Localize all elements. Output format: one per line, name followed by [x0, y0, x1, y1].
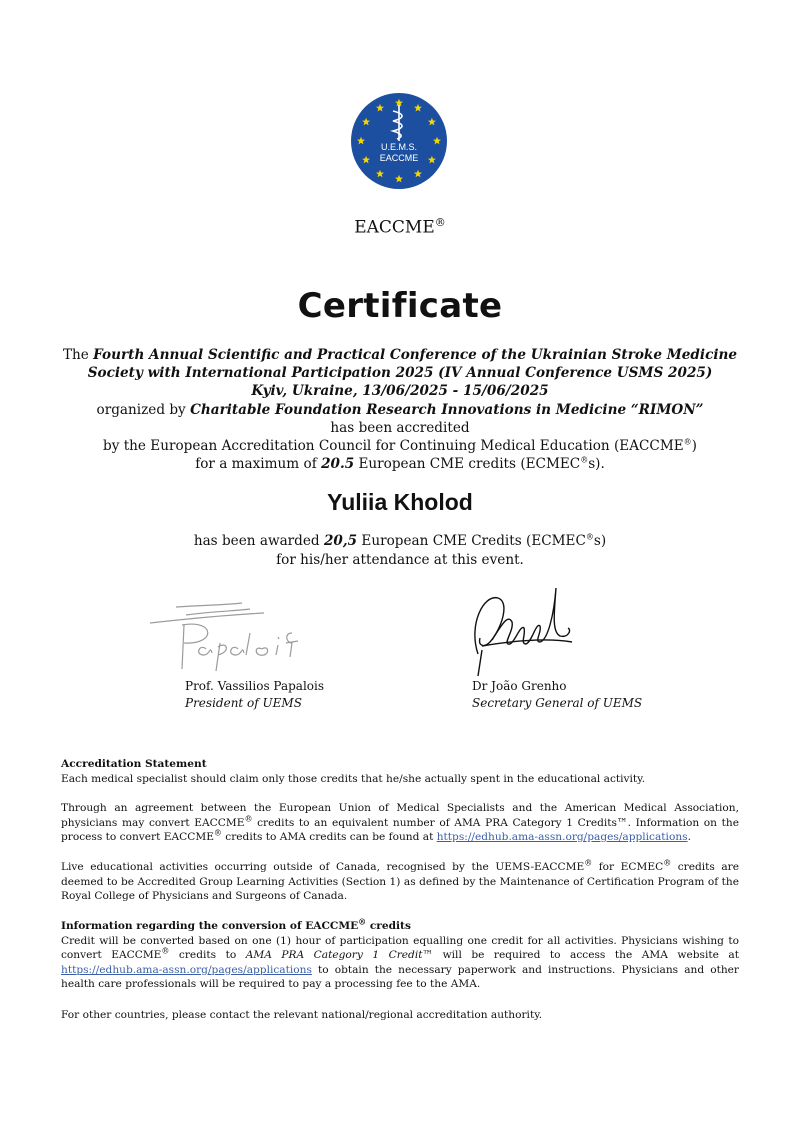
intro-council-end: ): [691, 438, 697, 455]
ama-agreement-paragraph: [61, 801, 739, 845]
signatory-role: Secretary General of UEMS: [472, 695, 643, 710]
conversion-information: [61, 916, 739, 992]
live-text: for ECMEC: [592, 861, 664, 873]
accreditation-statement-heading: Accreditation Statement: [61, 758, 207, 770]
live-text: credits are deemed to be Accredited Group Learning Activities (Section 1) as defined by the Maintenance of Certification Program of the Royal College of Physicians and Surgeons of Canada.: [61, 861, 740, 903]
signatory-name: Dr João Grenho: [472, 679, 567, 693]
registered-mark: ®: [584, 858, 593, 868]
registered-mark: ®: [585, 532, 594, 542]
recipient-name: Yuliia Kholod: [327, 489, 473, 515]
intro-organized-by: organized by: [96, 401, 186, 418]
awarded-prefix: has been awarded: [193, 533, 320, 549]
logo-text-uems: U.E.M.S.: [380, 142, 418, 152]
conversion-heading-text: credits: [366, 920, 411, 932]
awarded-statement: [0, 532, 800, 569]
awarded-suffix-end: s): [593, 533, 607, 549]
registered-mark: ®: [683, 437, 692, 447]
intro-max-prefix: for a maximum of: [195, 456, 317, 473]
signatory-grenho: [472, 678, 642, 711]
conversion-text-part: will be required to access the AMA website at: [433, 949, 739, 962]
agreement-text: .: [687, 831, 691, 844]
awarded-attendance: for his/her attendance at this event.: [276, 551, 524, 568]
agreement-text: credits to AMA credits can be found at: [221, 831, 437, 844]
conversion-heading-text: Information regarding the conversion of EACCME: [61, 920, 359, 932]
ama-applications-link[interactable]: https://edhub.ama-assn.org/pages/applications: [436, 831, 688, 844]
conversion-heading: [61, 916, 739, 934]
conference-location-dates: Kyiv, Ukraine, 13/06/2025 - 15/06/2025: [251, 383, 549, 400]
registered-mark: ®: [358, 916, 367, 927]
signature-grenho: [468, 584, 578, 679]
signature-papalois: [146, 593, 326, 673]
signatory-papalois: [185, 678, 324, 711]
conversion-text: [61, 934, 739, 992]
conversion-text-part: to obtain the necessary paperwork and instructions. Physicians and other health care professionals will be required to pay a processing fee to the AMA.: [61, 963, 739, 991]
intro-accredited: has been accredited: [330, 419, 470, 436]
registered-mark: ®: [161, 946, 170, 956]
registered-mark: ®: [580, 455, 589, 465]
agreement-text: Through an agreement between the European Union of Medical Specialists and the American Medical Association, physicians may convert EACCME: [61, 802, 739, 829]
registered-mark: ®: [213, 828, 222, 838]
intro-the: The: [62, 347, 89, 363]
brand-name: EACCME: [354, 217, 435, 238]
accreditation-intro: [40, 346, 760, 473]
other-countries-note: For other countries, please contact the relevant national/regional accreditation authority.: [61, 1009, 543, 1021]
intro-council: by the European Accreditation Council for Continuing Medical Education (EACCME: [103, 438, 684, 455]
accreditation-statement-text: Each medical specialist should claim only those credits that he/she actually spent in the educational activity.: [61, 772, 646, 785]
organizer-name: Charitable Foundation Research Innovations in Medicine “RIMON”: [190, 401, 704, 418]
awarded-suffix: European CME Credits (ECMEC: [361, 533, 586, 549]
registered-mark: ®: [663, 858, 672, 868]
signatory-name: Prof. Vassilios Papalois: [185, 679, 325, 693]
ama-credit-name: AMA PRA Category 1 Credit™: [245, 949, 434, 962]
signatory-role: President of UEMS: [185, 695, 302, 710]
accreditation-statement: [61, 757, 739, 786]
uems-eaccme-logo: [349, 91, 449, 191]
registered-mark: ®: [244, 814, 253, 824]
intro-max-suffix-end: s).: [588, 456, 605, 473]
canada-live-activities-paragraph: [61, 860, 739, 904]
live-text: Live educational activities occurring outside of Canada, recognised by the UEMS-EACCME: [61, 861, 585, 873]
max-credits: 20.5: [321, 456, 355, 473]
logo-text-eaccme: EACCME: [379, 153, 419, 163]
brand-heading: [0, 216, 800, 238]
conversion-text-part: Credit will be converted based on one (1) hour of participation equalling one credit for all activities. Physicians wishing to convert EACCME: [61, 934, 739, 962]
conversion-text-part: credits to: [169, 949, 246, 962]
awarded-credits: 20,5: [323, 533, 358, 549]
intro-max-suffix: European CME credits (ECMEC: [358, 456, 581, 473]
page-title: Certificate: [297, 286, 503, 326]
ama-website-link[interactable]: https://edhub.ama-assn.org/pages/applications: [61, 963, 312, 976]
registered-mark: ®: [434, 216, 446, 229]
agreement-text: credits to an equivalent number of AMA PRA Category 1 Credits™. Information on the process to convert EACCME: [61, 816, 739, 844]
conference-name: Fourth Annual Scientific and Practical Conference of the Ukrainian Stroke Medicine Society with International Participation 2025 (IV Annual Conference USMS 2025): [87, 347, 738, 382]
